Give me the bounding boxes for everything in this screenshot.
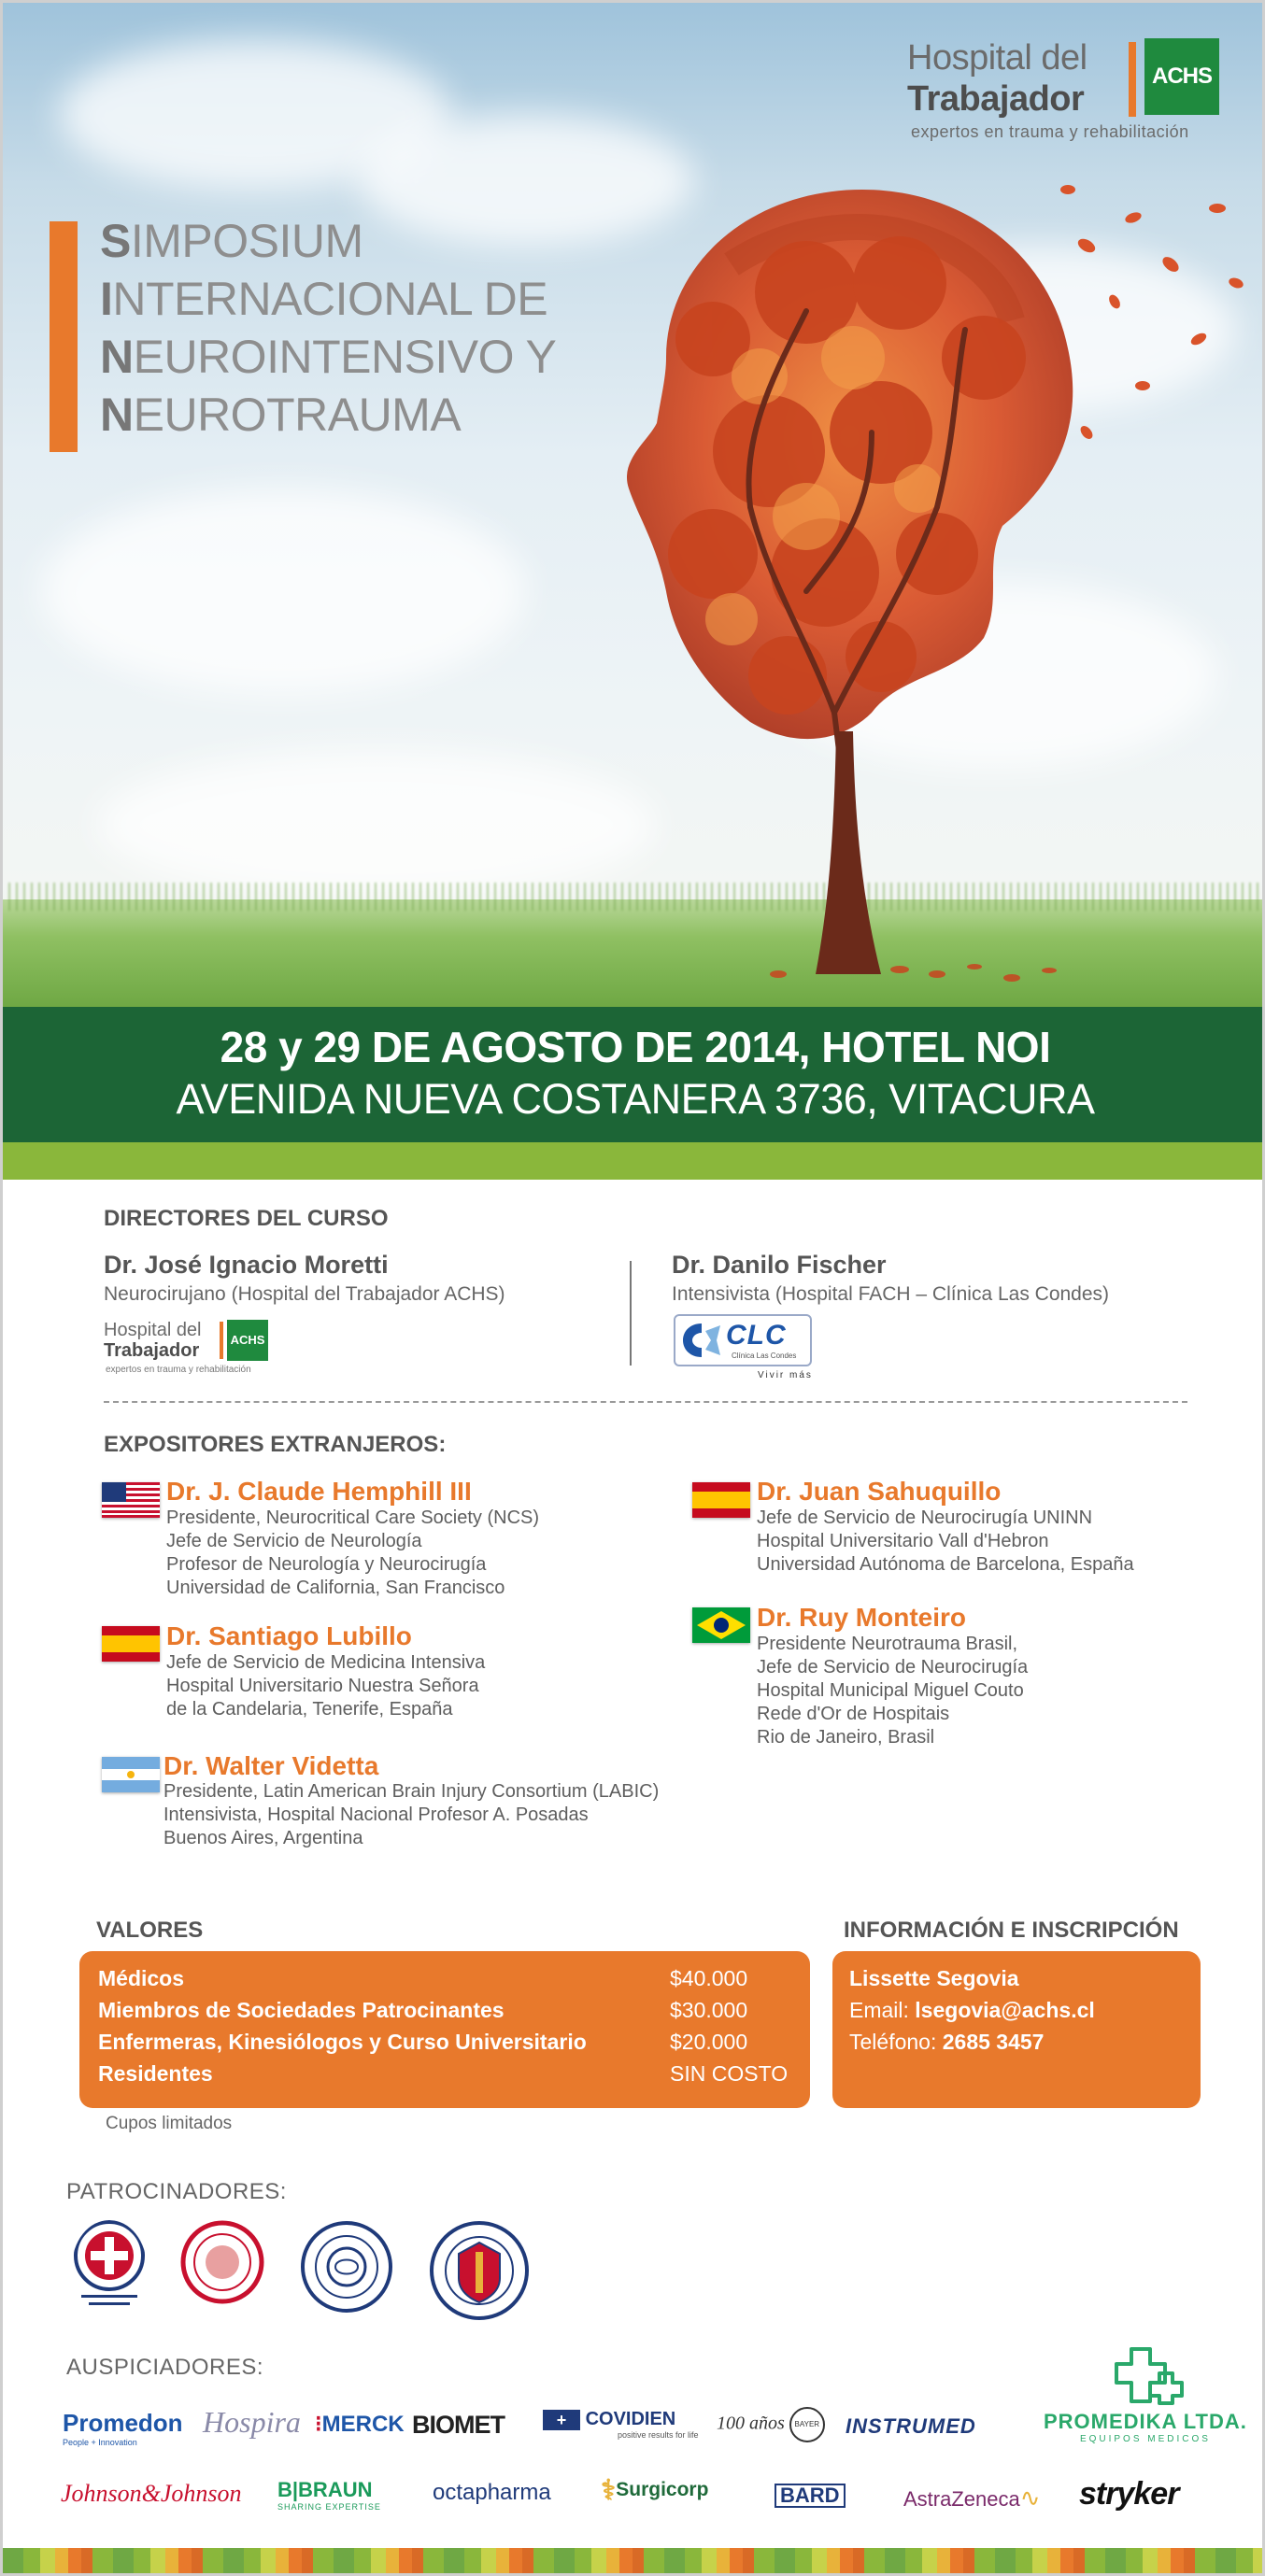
event-title [100, 212, 556, 444]
speaker-name: Dr. Walter Videtta [163, 1751, 379, 1780]
values-box [79, 1951, 810, 2108]
speaker-details: Presidente, Latin American Brain Injury Consortium (LABIC) Intensivista, Hospital Nacional Profesor A. Posadas Buenos Aires, Argentina [163, 1781, 660, 1848]
speaker-details: Presidente Neurotrauma Brasil, Jefe de Servicio de Neurocirugía Hospital Municipal Miguel Couto Rede d'Or de Hospitais Rio de Janeiro, Brasil [757, 1634, 1029, 1748]
surgicorp-staff-icon: ⚕ [601, 2475, 617, 2506]
johnson-johnson-logo: Johnson&Johnson [61, 2480, 242, 2507]
speaker-name: Dr. J. Claude Hemphill III [166, 1477, 472, 1506]
title-line: NEUROINTENSIVO Y [100, 331, 557, 383]
clc-mark-icon [681, 1322, 722, 1359]
speaker-details: Jefe de Servicio de Medicina Intensiva Hospital Universitario Nuestra Señora de la Candelaria, Tenerife, España [166, 1652, 486, 1720]
speaker-details: Presidente, Neurocritical Care Society (NCS) Jefe de Servicio de Neurología Profesor de Neurología y Neurocirugía Universidad de California, San Francisco [166, 1507, 540, 1598]
director-name: Dr. Danilo Fischer [672, 1251, 887, 1279]
tree-head-illustration [563, 152, 1265, 993]
value-label: Médicos [98, 1966, 185, 1990]
speaker-details: Jefe de Servicio de Neurocirugía UNINN Hospital Universitario Vall d'Hebron Universidad Autónoma de Barcelona, España [757, 1507, 1134, 1575]
value-label: Residentes [98, 2061, 213, 2086]
brazil-flag-icon [692, 1607, 750, 1643]
bbraun-logo: B|BRAUN SHARING EXPERTISE [277, 2478, 381, 2512]
contact-phone: 2685 3457 [942, 2030, 1045, 2054]
logo-tagline: expertos en trauma y rehabilitación [911, 122, 1189, 141]
title-line: INTERNACIONAL DE [100, 273, 548, 325]
title-accent-bar [50, 221, 78, 452]
director-name: Dr. José Ignacio Moretti [104, 1251, 389, 1279]
astrazeneca-symbol-icon: ∿ [1019, 2484, 1041, 2512]
medicina-intensiva-seal-icon [180, 2220, 264, 2304]
hospira-logo: Hospira [203, 2405, 301, 2439]
merck-logo: ⁝MERCK [315, 2412, 405, 2437]
neurologia-seal-icon [300, 2220, 393, 2314]
bayer-cross-icon: BAYER [789, 2407, 825, 2442]
usa-flag-icon [102, 1482, 160, 1518]
info-box [832, 1951, 1201, 2108]
value-price: $20.000 [670, 2030, 748, 2054]
achs-badge: ACHS [1144, 38, 1219, 115]
speaker-name: Dr. Santiago Lubillo [166, 1621, 412, 1650]
covidien-cross-icon: + [543, 2410, 580, 2430]
value-label: Enfermeras, Kinesiólogos y Curso Universitario [98, 2030, 587, 2054]
promedon-logo: Promedon People + Innovation [63, 2409, 183, 2447]
stryker-logo: stryker [1079, 2476, 1179, 2512]
values-heading: VALORES [96, 1918, 204, 1943]
spain-flag-icon [692, 1482, 750, 1518]
value-price: $40.000 [670, 1966, 748, 1990]
speakers-heading: EXPOSITORES EXTRANJEROS: [104, 1432, 447, 1457]
spain-flag-icon [102, 1626, 160, 1662]
contact-name: Lissette Segovia [849, 1966, 1019, 1990]
hospital-logo [907, 38, 1234, 141]
auspicios-heading: AUSPICIADORES: [66, 2355, 264, 2380]
title-line: NEUROTRAUMA [100, 389, 462, 441]
astrazeneca-logo: AstraZeneca∿ [903, 2484, 1041, 2512]
value-label: Miembros de Sociedades Patrocinantes [98, 1998, 505, 2022]
info-heading: INFORMACIÓN E INSCRIPCIÓN [844, 1918, 1179, 1943]
promedika-logo: PROMEDIKA LTDA. EQUIPOS MEDICOS [1044, 2345, 1247, 2444]
director-role: Intensivista (Hospital FACH – Clínica Las Condes) [672, 1283, 1110, 1305]
dashed-separator [104, 1401, 1187, 1403]
value-price: $30.000 [670, 1998, 748, 2022]
argentina-flag-icon [102, 1757, 160, 1792]
directors-heading: DIRECTORES DEL CURSO [104, 1206, 389, 1231]
biomet-logo: BIOMET [412, 2411, 505, 2439]
colegio-medico-seal-icon [72, 2220, 147, 2314]
promedika-cross-icon [1103, 2345, 1187, 2405]
logo-divider [1129, 42, 1136, 117]
green-strip [3, 1142, 1265, 1180]
octapharma-logo: octapharma [433, 2480, 551, 2505]
covidien-logo: + COVIDIEN positive results for life [543, 2409, 699, 2440]
value-price: SIN COSTO [670, 2061, 789, 2086]
limited-seats-note: Cupos limitados [106, 2114, 233, 2133]
speaker-name: Dr. Juan Sahuquillo [757, 1477, 1002, 1506]
title-line: SIMPOSIUM [100, 215, 363, 267]
clc-logo: CLC Clínica Las Condes Vivir más [674, 1314, 814, 1381]
surgicorp-logo: ⚕Surgicorp [601, 2475, 709, 2506]
speaker-name: Dr. Ruy Monteiro [757, 1603, 967, 1632]
event-date-venue: 28 y 29 DE AGOSTO DE 2014, HOTEL NOI [220, 1023, 1051, 1071]
neurocirugia-seal-icon [429, 2220, 530, 2321]
sponsors-heading: PATROCINADORES: [66, 2179, 287, 2204]
bottom-color-strip [3, 2548, 1265, 2576]
bard-logo: BARD [775, 2484, 846, 2508]
date-band [3, 1007, 1265, 1142]
contact-email-row: Email: lsegovia@achs.cl [849, 1998, 1095, 2022]
merck-mark-icon: ⁝ [315, 2412, 322, 2437]
bayer-100-logo: 100 años BAYER [717, 2407, 825, 2442]
logo-line1: Hospital del [907, 38, 1087, 78]
event-address: AVENIDA NUEVA COSTANERA 3736, VITACURA [176, 1075, 1095, 1123]
contact-phone-row: Teléfono: 2685 3457 [849, 2030, 1045, 2054]
contact-email[interactable]: lsegovia@achs.cl [915, 1998, 1095, 2022]
hospital-logo-small: Hospital del Trabajador ACHS expertos en trauma y rehabilitación [104, 1320, 281, 1376]
directors-divider [630, 1261, 632, 1366]
director-role: Neurocirujano (Hospital del Trabajador ACHS) [104, 1283, 505, 1305]
logo-line2: Trabajador [907, 79, 1085, 119]
instrumed-logo: INSTRUMED [846, 2414, 976, 2438]
hero-section [3, 3, 1265, 1007]
